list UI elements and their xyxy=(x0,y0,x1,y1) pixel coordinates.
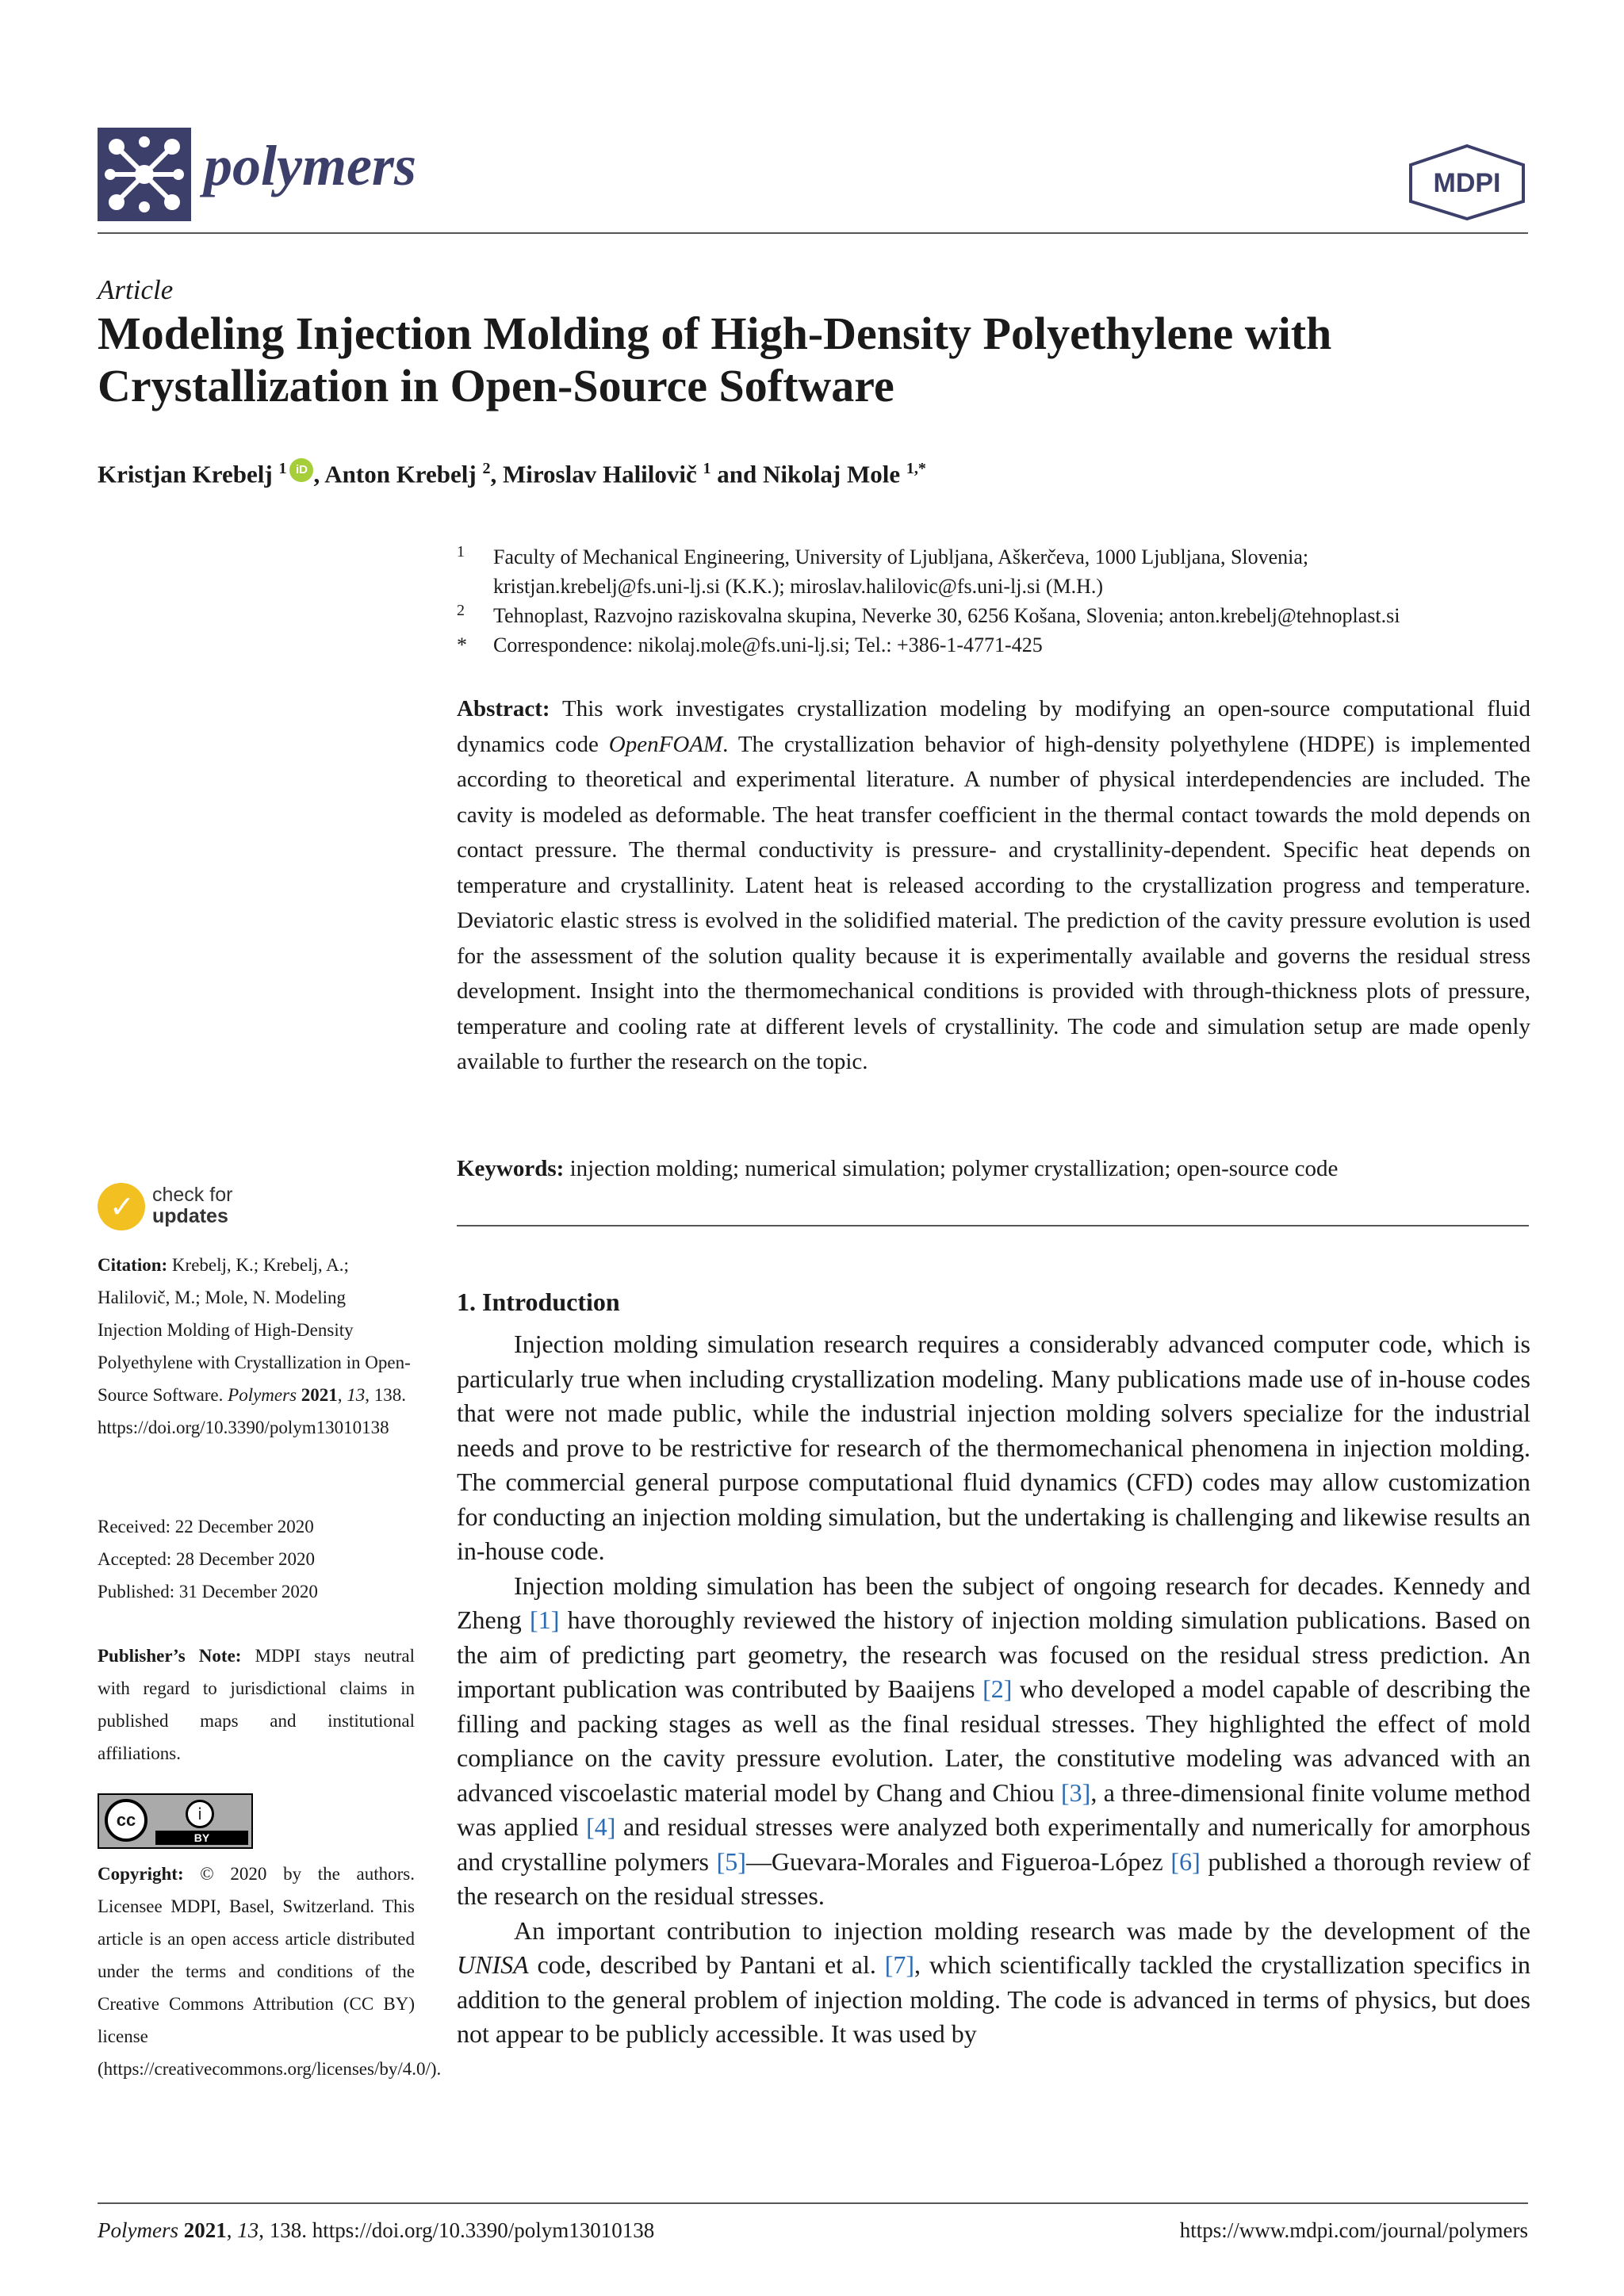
author-affiliation-mark: 1 xyxy=(703,460,711,477)
copyright-label: Copyright: xyxy=(98,1864,184,1884)
orcid-icon[interactable]: iD xyxy=(289,458,313,482)
author-separator: , xyxy=(313,460,325,488)
date-received: Received: 22 December 2020 xyxy=(98,1517,314,1536)
paragraph-text: —Guevara-Morales and Figueroa-López xyxy=(745,1846,1171,1876)
author-affiliation-mark: 1,* xyxy=(906,460,926,477)
affiliation-line: Faculty of Mechanical Engineering, University of Ljubljana, Aškerčeva, 1000 Ljubljana, Slovenia; xyxy=(493,545,1309,568)
paragraph-text: , which scientifically tackled the crystallization specifics in addition to the general problem of injection molding. The code is advanced in terms of physics, but does not appear to be publicly accessible. It was used by xyxy=(457,1950,1531,2048)
author-affiliation-mark: 2 xyxy=(482,460,491,477)
affiliations xyxy=(457,542,1535,660)
abstract-code-name: OpenFOAM xyxy=(608,731,723,757)
publication-dates xyxy=(98,1510,415,1608)
check-updates-line: updates xyxy=(152,1205,228,1227)
paragraph-text: have thoroughly reviewed the history of injection molding simulation publications. Based on the aim of predicting part geometry, the research was focused on the residual stress prediction. An important publication was contributed by Baaijens xyxy=(457,1605,1531,1703)
paragraph-text: published a thorough review of the research on the residual stresses. xyxy=(457,1846,1531,1910)
author-separator: , xyxy=(490,460,503,488)
correspondence xyxy=(457,630,1535,660)
author-name[interactable]: Miroslav Halilovič xyxy=(502,460,697,488)
introduction-body xyxy=(457,1327,1530,2052)
keywords-label: Keywords: xyxy=(457,1156,565,1181)
paragraph-text: Injection molding simulation has been the subject of ongoing research for decades. Kennedy and Zheng xyxy=(457,1571,1530,1634)
author-name[interactable]: Anton Krebelj xyxy=(324,460,477,488)
correspondence-line[interactable]: Correspondence: nikolaj.mole@fs.uni-lj.si; Tel.: +386-1-4771-425 xyxy=(493,633,1043,656)
citation-link[interactable]: [3] xyxy=(1061,1777,1091,1807)
affiliation-line[interactable]: Tehnoplast, Razvojno raziskovalna skupina, Neverke 30, 6256 Košana, Slovenia; anton.krebelj@tehnoplast.si xyxy=(493,604,1400,627)
author-list xyxy=(98,458,1533,488)
paragraph: Injection molding simulation research requires a considerably advanced computer code, which is particularly true when including crystallization modeling. Many publications made use of in-house codes that were not made public, while the industrial injection molding solvers specialize for the industrial needs and prove to be restrictive for research of the thermomechanical phenomena in injection molding. The commercial general purpose computational fluid dynamics (CFD) codes may allow customization for conducting an injection molding simulation, but the undertaking is challenging and likewise results an in-house code. xyxy=(457,1330,1530,1565)
paragraph xyxy=(457,1569,1530,1914)
publisher-note-text: MDPI stays neutral with regard to jurisdictional claims in published maps and institutional affiliations. xyxy=(98,1646,416,1763)
citation-link[interactable]: [6] xyxy=(1170,1846,1201,1876)
attribution-person-icon: i xyxy=(186,1800,214,1828)
affiliation-line[interactable]: kristjan.krebelj@fs.uni-lj.si (K.K.); miroslav.halilovic@fs.uni-lj.si (M.H.) xyxy=(493,575,1104,598)
paragraph-text: , a three-dimensional finite volume method was applied xyxy=(457,1777,1531,1841)
citation-link[interactable]: [5] xyxy=(716,1846,746,1876)
by-label: BY xyxy=(155,1831,248,1845)
publisher-note xyxy=(98,1640,415,1770)
citation-link[interactable]: [1] xyxy=(530,1605,560,1634)
abstract-text: . The crystallization behavior of high-density polyethylene (HDPE) is implemented according to theoretical and experimental literature. A number of physical interdependencies are included. The cavity is modeled as deformable. The heat transfer coefficient in the thermal contact towards the mold depends on contact pressure. The thermal conductivity is pressure- and crystallinity-dependent. Specific heat depends on temperature and crystallinity. Latent heat is released according to the crystallization progress and temperature. Deviatoric elastic stress is evolved in the solidified material. The prediction of the cavity pressure evolution is used for the assessment of the solution quality because it is experimentally available and governs the residual stress development. Insight into the thermomechanical conditions is provided with through-thickness plots of pressure, temperature and cooling rate at different levels of crystallinity. The code and simulation setup are made openly available to further the research on the topic. xyxy=(457,731,1530,1074)
footer-rule xyxy=(98,2202,1528,2204)
footer-volume: 13 xyxy=(237,2218,259,2242)
citation-link[interactable]: [7] xyxy=(884,1950,915,1979)
abstract-label: Abstract: xyxy=(457,696,550,721)
citation-text: Krebelj, K.; Krebelj, A.; Halilovič, M.; Mole, N. Modeling Injection Molding of High-Density Polyethylene with Crystallization in Open-Source Software. xyxy=(98,1255,411,1405)
keywords xyxy=(457,1151,1530,1186)
paragraph-text: who developed a model capable of describing the filling and packing stages as well as the final residual stresses. They highlighted the effect of mold compliance on the cavity pressure evolution. Later, the constitutive modeling was advanced with an advanced viscoelastic material model by Chang and Chiou xyxy=(457,1674,1531,1807)
checkmark-icon: ✓ xyxy=(109,1189,135,1224)
author-name[interactable]: Nikolaj Mole xyxy=(763,460,901,488)
author-separator: and xyxy=(710,460,764,488)
journal-name: polymers xyxy=(204,134,416,197)
copyright-block xyxy=(98,1858,442,2085)
paragraph xyxy=(457,1914,1530,2052)
mdpi-logo-text: MDPI xyxy=(1433,168,1501,198)
affiliation-mark: * xyxy=(457,633,467,656)
citation-doi[interactable]: , 138. https://doi.org/10.3390/polym13010138 xyxy=(98,1385,407,1437)
citation-year: 2021 xyxy=(301,1385,338,1405)
article-type: Article xyxy=(98,274,174,305)
author-affiliation-mark: 1 xyxy=(278,460,287,477)
citation-journal: Polymers xyxy=(228,1385,297,1405)
polymers-logo-icon xyxy=(98,128,191,221)
paragraph-text: and residual stresses were analyzed both experimentally and numerically for amorphous and crystalline polymers xyxy=(457,1812,1531,1876)
abstract-text: This work investigates crystallization modeling by modifying an open-source computational fluid dynamics code xyxy=(457,696,1530,757)
citation-link[interactable]: [2] xyxy=(982,1674,1013,1703)
affiliation-2 xyxy=(457,601,1535,630)
mdpi-logo-icon xyxy=(1408,144,1526,220)
date-published: Published: 31 December 2020 xyxy=(98,1582,318,1601)
citation-label: Citation: xyxy=(98,1255,168,1275)
code-name: UNISA xyxy=(457,1950,529,1979)
paragraph-text: An important contribution to injection molding research was made by the development of the xyxy=(514,1915,1530,1945)
citation-link[interactable]: [4] xyxy=(586,1812,616,1841)
paragraph-text: code, described by Pantani et al. xyxy=(528,1950,885,1979)
header-rule xyxy=(98,232,1528,234)
abstract xyxy=(457,691,1530,1080)
footer-journal: Polymers xyxy=(98,2218,178,2242)
article-title: Modeling Injection Molding of High-Density Polyethylene with Crystallization in Open-Source Software xyxy=(98,308,1332,411)
affiliation-1 xyxy=(457,542,1535,601)
cc-icon: cc xyxy=(105,1799,147,1842)
footer-citation: Polymers 2021, 13, 138. https://doi.org/10.3390/polym13010138 xyxy=(98,2218,655,2242)
affiliation-mark: 1 xyxy=(457,543,465,561)
check-updates-line: check for xyxy=(152,1184,233,1206)
footer-doi[interactable]: , 138. https://doi.org/10.3390/polym13010138 xyxy=(259,2218,655,2242)
copyright-text: © 2020 by the authors. Licensee MDPI, Basel, Switzerland. This article is an open access article distributed under the terms and conditions of the Creative Commons Attribution (CC BY) license (https://creativecommons.org/licenses/by/4.0/). xyxy=(98,1864,442,2079)
footer-journal-url[interactable]: https://www.mdpi.com/journal/polymers xyxy=(1179,2218,1528,2242)
footer-year: 2021 xyxy=(183,2218,227,2242)
affiliation-mark: 2 xyxy=(457,602,465,619)
citation-block: Citation: Krebelj, K.; Krebelj, A.; Halilovič, M.; Mole, N. Modeling Injection Molding of High-Density Polyethylene with Crystallization in Open-Source Software. Polymers 2021, 13, 138. https://doi.org/10.3390/polym13010138 xyxy=(98,1255,411,1437)
author-name[interactable]: Kristjan Krebelj xyxy=(98,460,273,488)
citation-volume: 13 xyxy=(347,1385,366,1405)
date-accepted: Accepted: 28 December 2020 xyxy=(98,1549,315,1569)
content-rule xyxy=(457,1225,1529,1226)
check-for-updates-label[interactable] xyxy=(152,1184,232,1227)
section-heading: 1. Introduction xyxy=(457,1288,620,1316)
publisher-note-label: Publisher’s Note: xyxy=(98,1646,242,1666)
keywords-text: injection molding; numerical simulation; polymer crystallization; open-source code xyxy=(569,1156,1339,1181)
